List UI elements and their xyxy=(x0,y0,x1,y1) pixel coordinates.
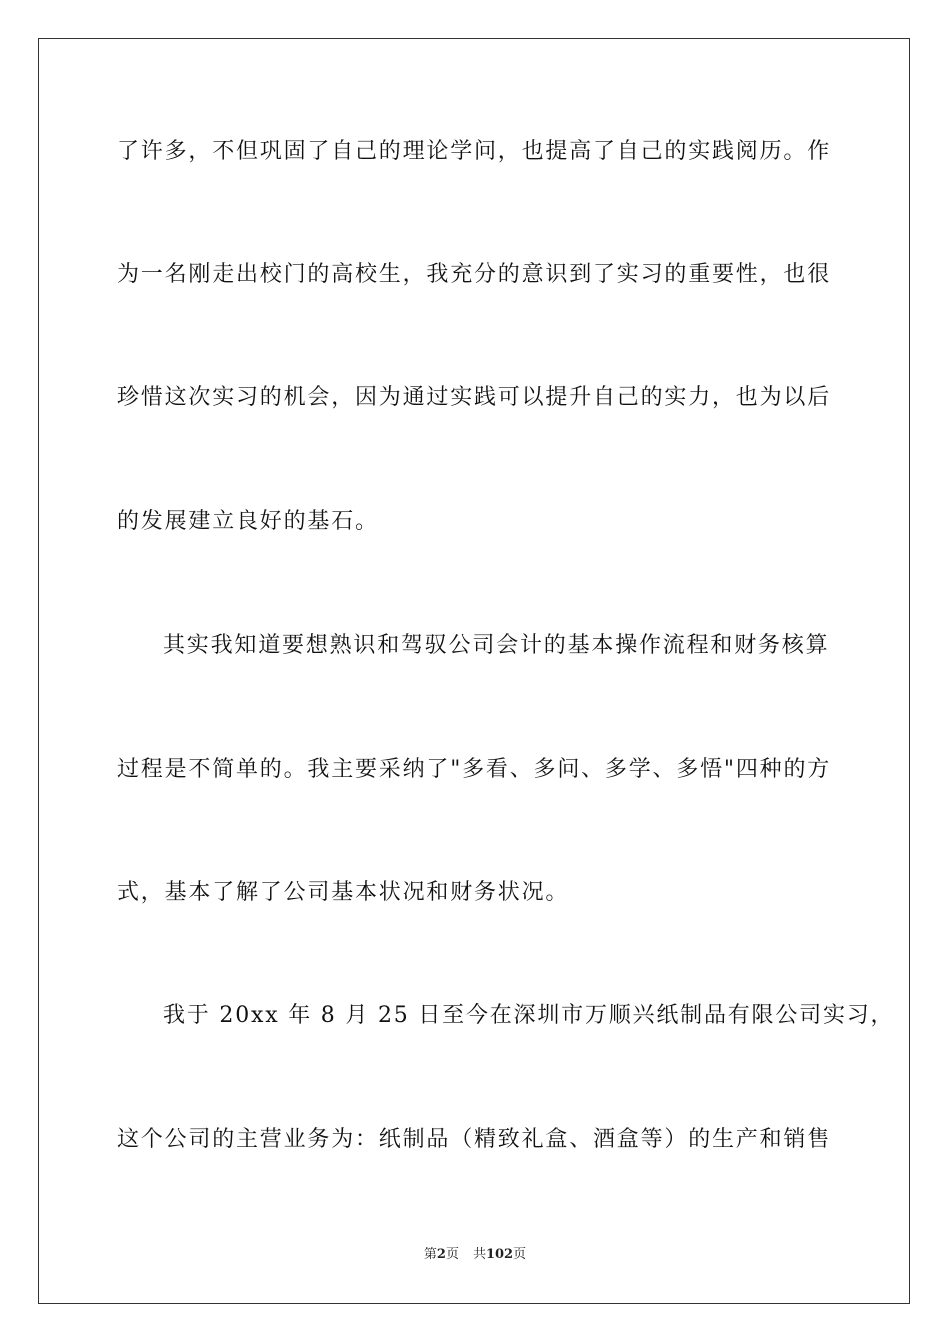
paragraph-line: 这个公司的主营业务为：纸制品（精致礼盒、酒盒等）的生产和销售 xyxy=(117,1127,832,1152)
paragraph-line: 过程是不简单的。我主要采纳了"多看、多问、多学、多悟"四种的方 xyxy=(117,757,832,782)
footer-total-pages: 102 xyxy=(485,1247,514,1262)
paragraph-line: 珍惜这次实习的机会，因为通过实践可以提升自己的实力，也为以后 xyxy=(117,385,832,410)
paragraph-line: 为一名刚走出校门的高校生，我充分的意识到了实习的重要性，也很 xyxy=(117,262,832,287)
paragraph-line-indented: 其实我知道要想熟识和驾驭公司会计的基本操作流程和财务核算 xyxy=(163,633,830,658)
footer-total-suffix: 页 xyxy=(513,1247,527,1262)
page-footer xyxy=(0,1246,950,1264)
paragraph-line: 式，基本了解了公司基本状况和财务状况。 xyxy=(117,880,570,905)
footer-total-prefix: 共 xyxy=(472,1247,486,1262)
footer-page-prefix: 第 xyxy=(423,1247,437,1262)
paragraph-line: 了许多，不但巩固了自己的理论学问，也提高了自己的实践阅历。作 xyxy=(117,139,832,164)
footer-page-suffix: 页 xyxy=(445,1247,459,1262)
paragraph-line-indented: 我于 20xx 年 8 月 25 日至今在深圳市万顺兴纸制品有限公司实习， xyxy=(163,1003,895,1028)
page-border xyxy=(38,38,910,1304)
footer-page-number: 2 xyxy=(436,1247,446,1262)
paragraph-line: 的发展建立良好的基石。 xyxy=(117,509,379,534)
